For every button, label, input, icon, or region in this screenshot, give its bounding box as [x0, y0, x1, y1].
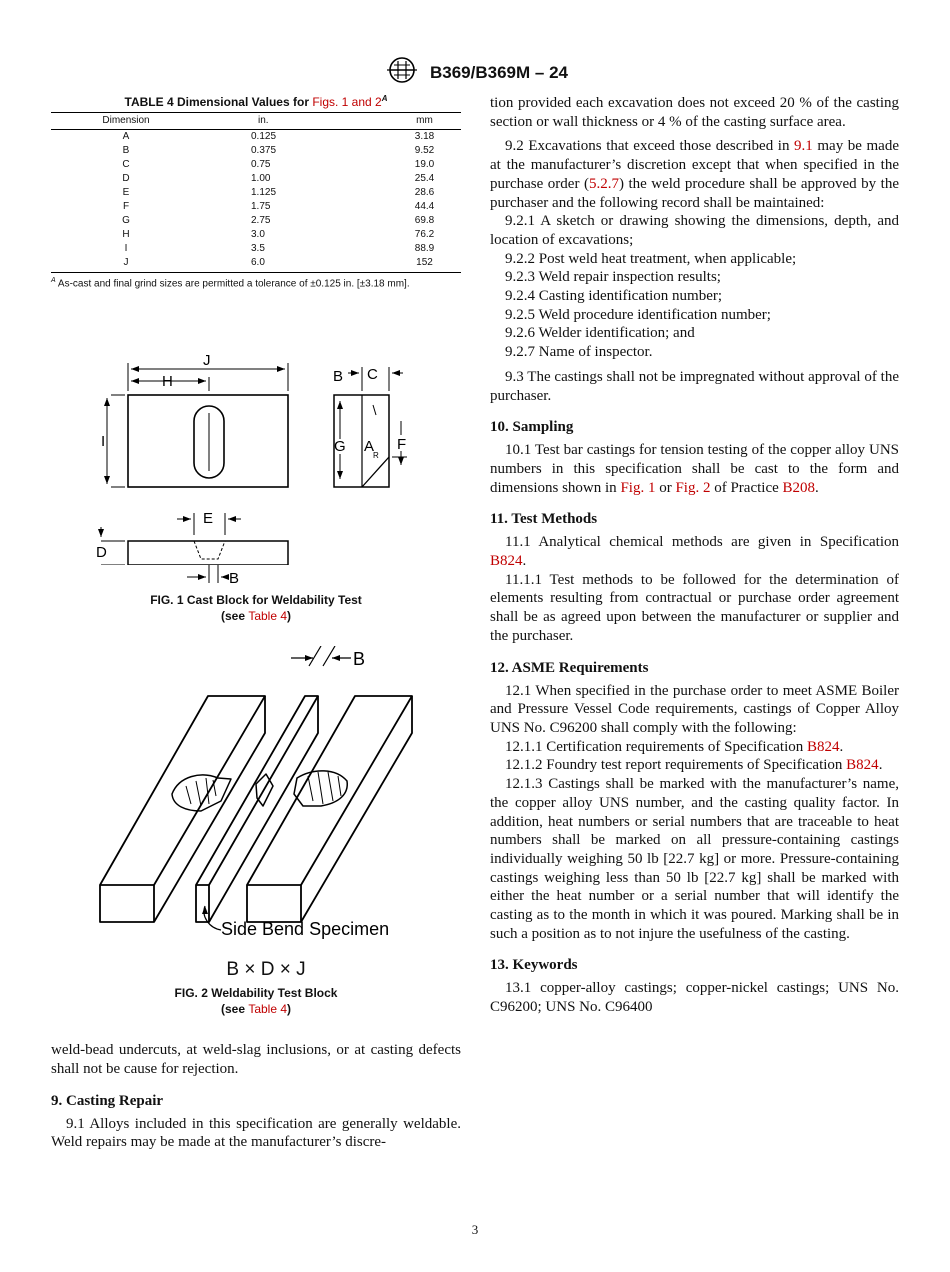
paragraph-9-2-5: 9.2.5 Weld procedure identification number;: [505, 306, 771, 323]
fig1-b-dimension: [51, 565, 461, 589]
fig2-caption: FIG. 2 Weldability Test Block (see Table 4): [174, 986, 338, 1017]
paragraph-9-3: 9.3 The castings shall not be impregnated without approval of the purchaser.: [490, 368, 899, 404]
paragraph-11-1-1: 11.1.1 Test methods to be followed for the determination of elements resulting from contractual or purchase order agreement shall be as agreed upon between the manufacturer or supplier and the purchaser.: [490, 571, 899, 644]
table-header-row: [51, 113, 461, 130]
dim-label-d: D: [96, 544, 107, 562]
column-header: mm: [388, 113, 461, 130]
b824-link[interactable]: B824: [490, 553, 523, 570]
dimensional-values-table: [51, 112, 461, 273]
document-designation: B369/B369M – 24: [430, 62, 568, 82]
paragraph-9-2-7: 9.2.7 Name of inspector.: [505, 344, 653, 361]
section-9-1-link[interactable]: 9.1: [794, 138, 813, 155]
section-12-heading: 12. ASME Requirements: [490, 659, 649, 676]
table-row: B 0.375 9.52: [122, 145, 435, 156]
paragraph-9-2-6: 9.2.6 Welder identification; and: [505, 325, 695, 342]
table4-title: TABLE 4 Dimensional Values for Figs. 1 and $2^A$: [124, 94, 388, 109]
side-bend-specimen-label: Side Bend Specimen: [221, 919, 390, 940]
figs-1-2-link[interactable]: Figs. 1 and 2: [312, 95, 382, 109]
paragraph-9-2-3: 9.2.3 Weld repair inspection results;: [505, 269, 721, 286]
paragraph-9-2-2: 9.2.2 Post weld heat treatment, when applicable;: [505, 250, 797, 267]
table4-link[interactable]: Table 4: [248, 1002, 288, 1017]
section-10-heading: 10. Sampling: [490, 419, 574, 436]
dim-label-f: F: [397, 436, 407, 454]
section-9-heading: 9. Casting Repair: [51, 1092, 164, 1109]
dim-label-e: E: [203, 510, 214, 528]
paragraph-13-1: 13.1 copper-alloy castings; copper-nickel castings; UNS No. C96200; UNS No. C96400: [490, 980, 899, 1016]
paragraph-12-1-1: 12.1.1 Certification requirements of Specification B824.: [505, 738, 844, 755]
paragraph-12-1-2: 12.1.2 Foundry test report requirements of Specification B824.: [505, 757, 883, 774]
right-column: [490, 94, 899, 1017]
table-row: H 3.0 76.2: [122, 229, 435, 240]
fig2-weldability-block-drawing: [51, 646, 461, 951]
b208-link[interactable]: B208: [782, 479, 816, 496]
section-13-heading: 13. Keywords: [490, 957, 578, 974]
dim-label-r: R: [373, 451, 379, 461]
astm-logo-icon: [382, 56, 422, 89]
b824-link[interactable]: B824: [807, 738, 840, 755]
paragraph-8-continuation: weld-bead undercuts, at weld-slag inclusions, or at casting defects shall not be cause for rejection.: [51, 1042, 461, 1078]
table-row: D 1.00 25.4: [122, 173, 435, 184]
paragraph-11-1: 11.1 Analytical chemical methods are given in Specification B824.: [490, 534, 899, 570]
table4-link[interactable]: Table 4: [248, 609, 288, 624]
b824-link[interactable]: B824: [846, 757, 879, 774]
column-header: Dimension: [51, 113, 201, 130]
table-row: A 0.125 3.18: [122, 131, 435, 142]
dim-label-a: A: [364, 438, 375, 456]
paragraph-9-2-4: 9.2.4 Casting identification number;: [505, 288, 723, 305]
dim-label-j: J: [203, 352, 211, 370]
dim-label-g: G: [334, 438, 346, 456]
table-row: J 6.0 152: [51, 256, 461, 273]
column-header: in.: [201, 113, 388, 130]
fig1-cast-block-drawing: [51, 329, 461, 565]
fig2-dim-label-b: B: [353, 649, 366, 670]
table4-footnote: $^A$ As-cast and final grind sizes are permitted a tolerance of ±0.125 in. [±3.18 mm].: [51, 277, 410, 290]
fig1-caption: FIG. 1 Cast Block for Weldability Test (see Table 4): [150, 593, 362, 624]
fig-2-link[interactable]: Fig. 2: [675, 479, 711, 496]
table-row: E 1.125 28.6: [122, 187, 435, 198]
table-row: F 1.75 44.4: [122, 201, 435, 212]
paragraph-12-1-3: 12.1.3 Castings shall be marked with the manufacturer’s name, the copper alloy UNS number, and the casting quality factor. In addition, heat numbers or serial numbers that are traceable to heat numbers shall be marked on all pressure-containing castings individually weighing 50 lb [22.7 kg] or more. Pressure-containing castings weighing less than 50 lb [22.7 kg] shall be marked with either the heat number or a serial number that will identify the casting as to the month in which it was poured. Marking shall be in such a position as to not injure the usefulness of the casting.: [490, 776, 899, 942]
page-header: [0, 56, 950, 89]
paragraph-9-2-1: 9.2.1 A sketch or drawing showing the dimensions, depth, and location of excavations;: [490, 213, 899, 248]
paragraph-12-1: 12.1 When specified in the purchase order to meet ASME Boiler and Pressure Vessel Code requirements, castings of Copper Alloy UNS No. C96200 shall comply with the following:: [490, 682, 899, 736]
dim-label-b-bottom: B: [229, 570, 240, 588]
fig-1-link[interactable]: Fig. 1: [620, 479, 656, 496]
dim-label-i: I: [101, 433, 106, 451]
dim-label-c: C: [367, 366, 378, 384]
dim-label-b: B: [333, 368, 344, 386]
paragraph-10-1: 10.1 Test bar castings for tension testing of the copper alloy UNS numbers in this specification shall be cast to the form and dimensions shown in Fig. 1 or Fig. 2 of Practice B208.: [490, 442, 899, 496]
paragraph-9-1-continuation: tion provided each excavation does not exceed 20 % of the casting section or wall thickness or 4 % of the casting surface area.: [490, 95, 899, 130]
section-11-heading: 11. Test Methods: [490, 511, 598, 528]
page-number: 3: [471, 1222, 479, 1237]
paragraph-9-1: 9.1 Alloys included in this specification are generally weldable. Weld repairs may be made at the manufacturer’s discre-: [51, 1115, 461, 1151]
paragraph-9-2: 9.2 Excavations that exceed those described in 9.1 may be made at the manufacturer’s discretion except that when specified in the purchase order (5.2.7) the weld procedure shall be approved by the purchaser and the following record shall be maintained:: [490, 138, 899, 211]
dim-label-h: H: [162, 373, 173, 391]
fig2-formula: B × D × J: [226, 959, 306, 981]
left-column: [51, 94, 461, 1152]
table-row: C 0.75 19.0: [122, 159, 435, 170]
section-5-2-7-link[interactable]: 5.2.7: [588, 175, 619, 192]
table-row: G 2.75 69.8: [122, 215, 435, 226]
table-row: I 3.5 88.9: [124, 243, 435, 254]
